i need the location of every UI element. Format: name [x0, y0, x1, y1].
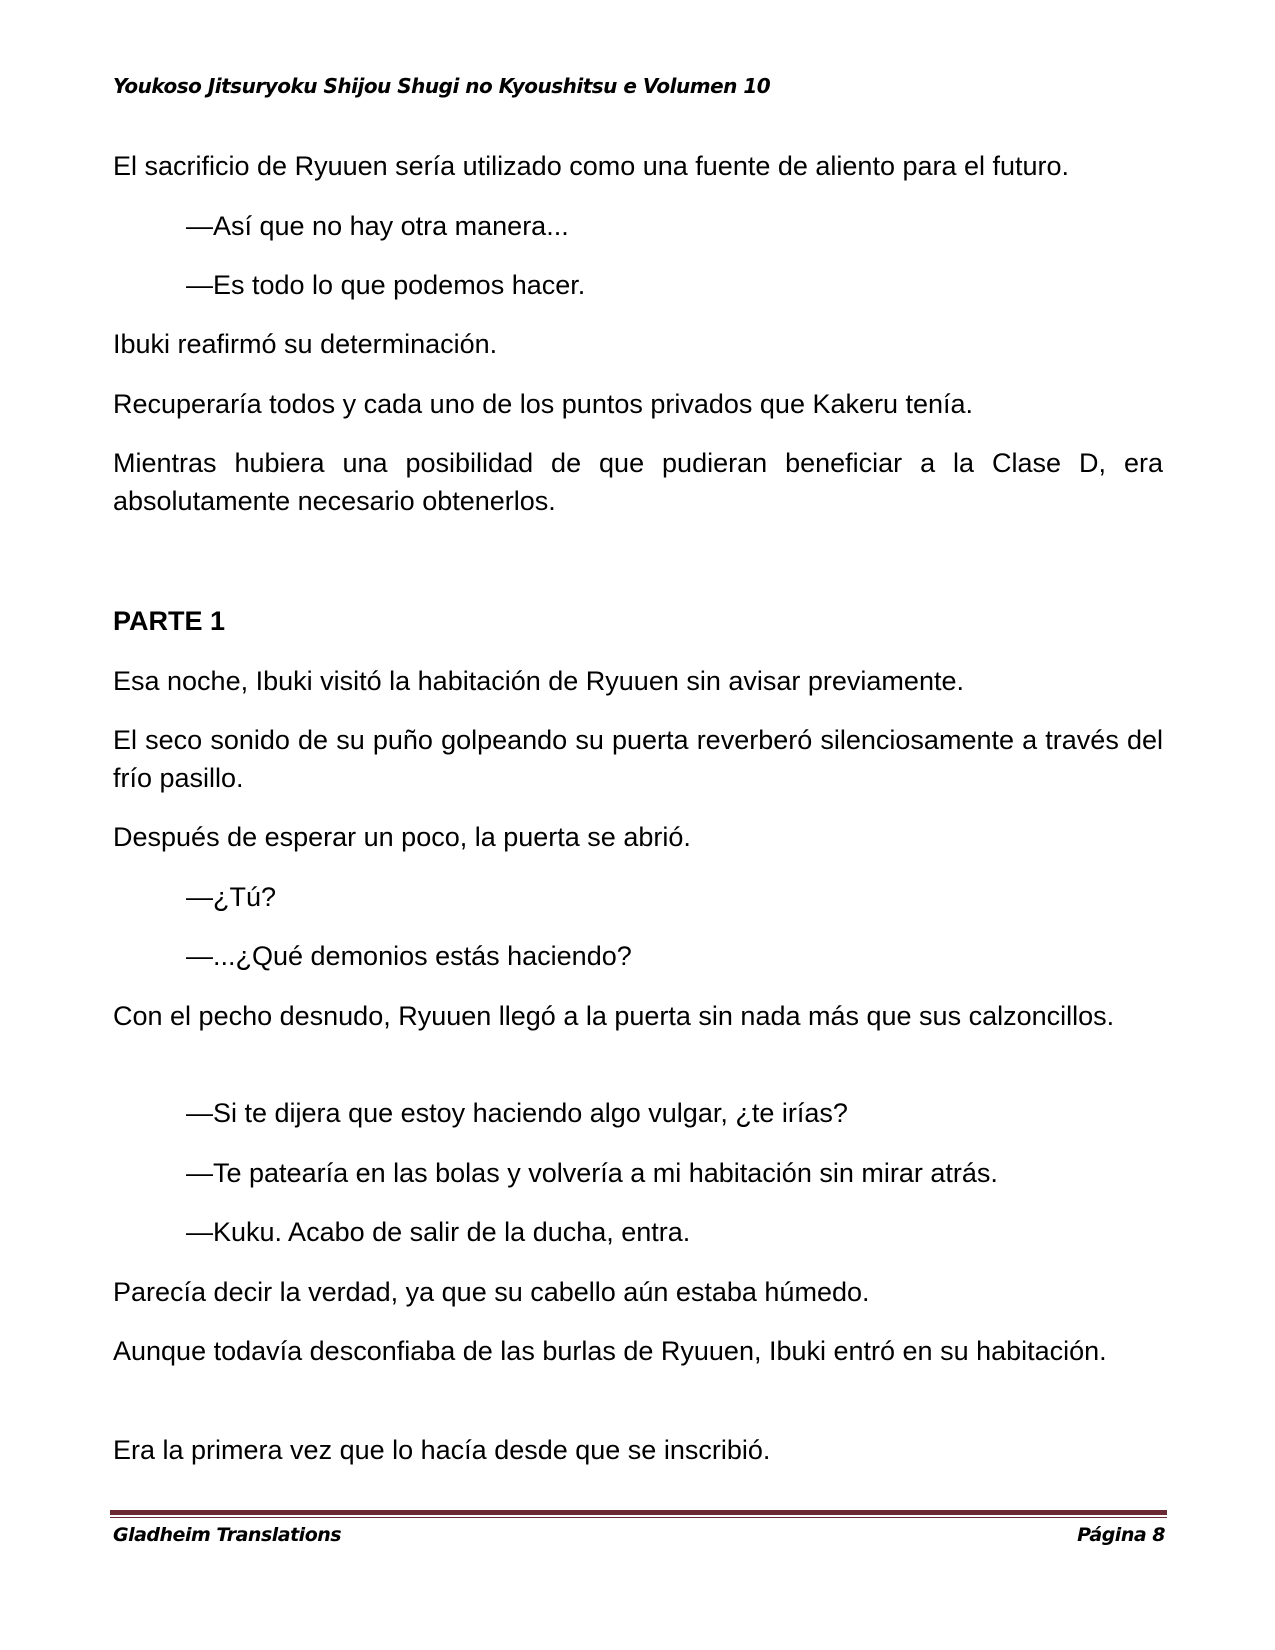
paragraph: Aunque todavía desconfiaba de las burlas de Ryuuen, Ibuki entró en su habitación.: [113, 1336, 1107, 1366]
paragraph: Con el pecho desnudo, Ryuuen llegó a la puerta sin nada más que sus calzoncillos.: [113, 1001, 1115, 1031]
dialogue-line: —Te patearía en las bolas y volvería a mi habitación sin mirar atrás.: [186, 1158, 998, 1188]
page-number: Página 8: [1077, 1524, 1165, 1546]
paragraph: El seco sonido de su puño golpeando su puerta reverberó silenciosamente a través del frío pasillo.: [113, 725, 1163, 793]
paragraph: Parecía decir la verdad, ya que su cabello aún estaba húmedo.: [113, 1277, 870, 1307]
dialogue-line: —Es todo lo que podemos hacer.: [186, 270, 586, 300]
dialogue-line: —Así que no hay otra manera...: [186, 211, 569, 241]
dialogue-line: —Kuku. Acabo de salir de la ducha, entra.: [186, 1217, 691, 1247]
paragraph: Mientras hubiera una posibilidad de que pudieran beneficiar a la Clase D, era absolutamente necesario obtenerlos.: [113, 448, 1163, 516]
paragraph: Recuperaría todos y cada uno de los puntos privados que Kakeru tenía.: [113, 389, 974, 419]
running-header: Youkoso Jitsuryoku Shijou Shugi no Kyoushitsu e Volumen 10: [113, 74, 771, 98]
section-heading: PARTE 1: [113, 606, 226, 636]
paragraph: El sacrificio de Ryuuen sería utilizado como una fuente de aliento para el futuro.: [113, 151, 1070, 181]
paragraph: Esa noche, Ibuki visitó la habitación de Ryuuen sin avisar previamente.: [113, 666, 964, 696]
paragraph: Después de esperar un poco, la puerta se abrió.: [113, 822, 691, 852]
dialogue-line: —Si te dijera que estoy haciendo algo vulgar, ¿te irías?: [186, 1098, 848, 1128]
footer-rule: [110, 1510, 1167, 1515]
footer-rule-thin: [110, 1517, 1167, 1518]
paragraph: Era la primera vez que lo hacía desde que se inscribió.: [113, 1435, 771, 1465]
paragraph: Ibuki reafirmó su determinación.: [113, 329, 498, 359]
dialogue-line: —...¿Qué demonios estás haciendo?: [186, 941, 632, 971]
dialogue-line: —¿Tú?: [186, 882, 277, 912]
footer-translator: Gladheim Translations: [113, 1524, 342, 1546]
